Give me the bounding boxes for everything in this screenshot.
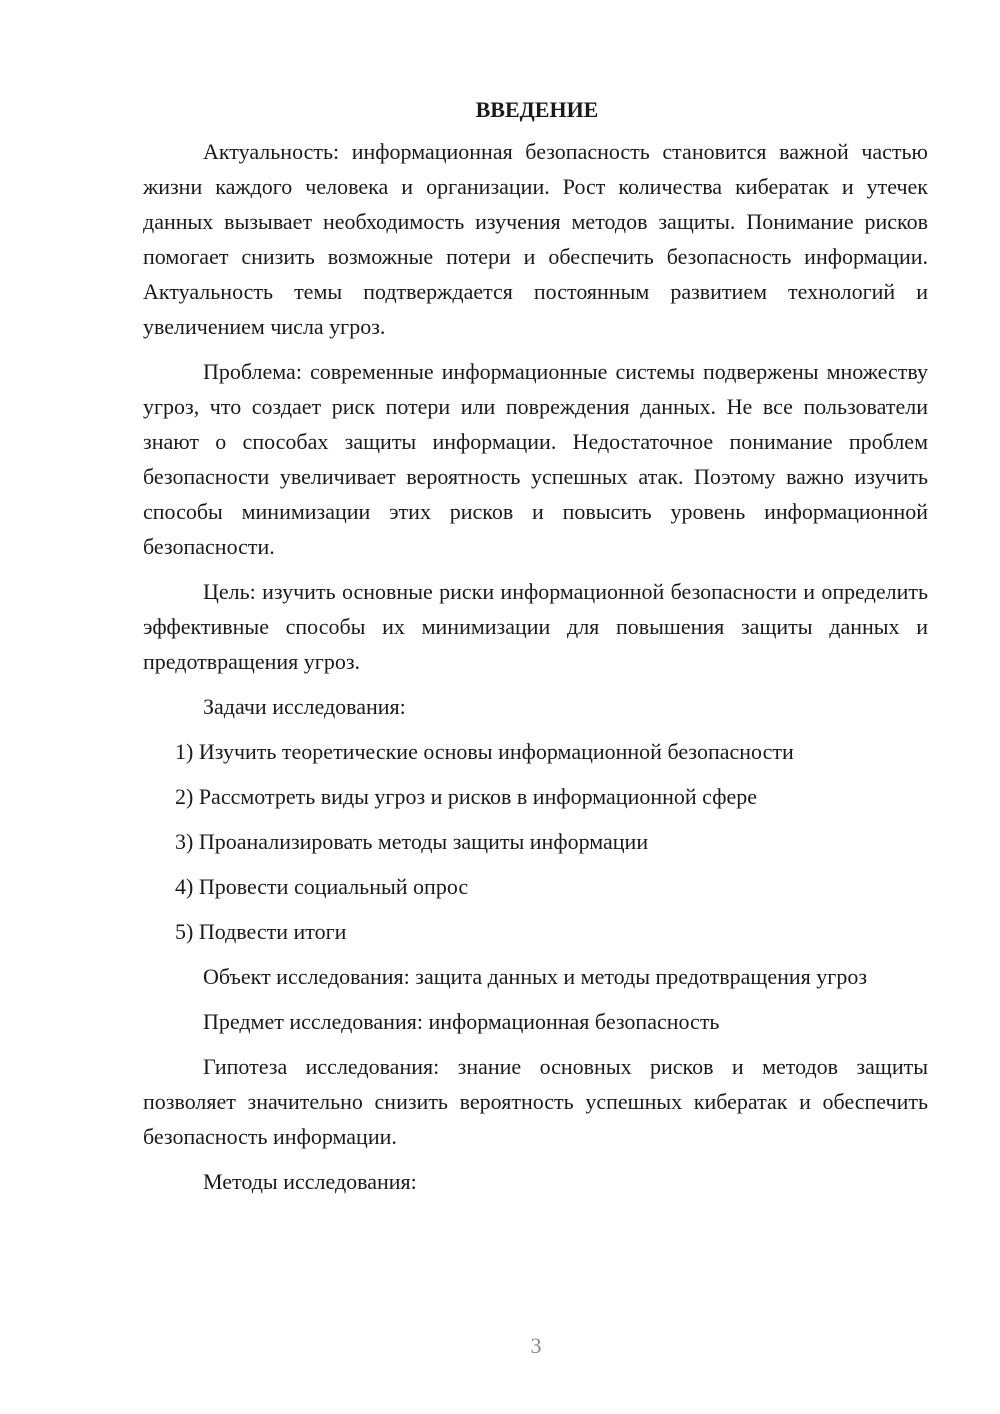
tasks-list (143, 734, 928, 949)
task-item: 2) Рассмотреть виды угроз и рисков в информационной сфере (175, 784, 757, 809)
relevance-paragraph: Актуальность: информационная безопасность становится важной частью жизни каждого человека и организации. Рост количества кибератак и утечек данных вызывает необходимость изучения методов защиты. Понимание рисков помогает снизить возможные потери и обеспечить безопасность информации. Актуальность темы подтверждается постоянным развитием технологий и увеличением числа угроз. (143, 139, 928, 339)
goal-paragraph: Цель: изучить основные риски информационной безопасности и определить эффективные способы их минимизации для повышения защиты данных и предотвращения угроз. (143, 579, 928, 674)
task-item: 4) Провести социальный опрос (175, 874, 469, 899)
subject-paragraph: Предмет исследования: информационная безопасность (203, 1009, 720, 1034)
page-number: 3 (530, 1333, 542, 1358)
task-item: 5) Подвести итоги (175, 919, 347, 944)
document-page (143, 92, 928, 1209)
methods-paragraph: Методы исследования: (203, 1169, 417, 1194)
task-item: 3) Проанализировать методы защиты информации (175, 829, 649, 854)
problem-paragraph: Проблема: современные информационные системы подвержены множеству угроз, что создает риск потери или повреждения данных. Не все пользователи знают о способах защиты информации. Недостаточное понимание проблем безопасности увеличивает вероятность успешных атак. Поэтому важно изучить способы минимизации этих рисков и повысить уровень информационной безопасности. (143, 359, 928, 559)
section-heading: ВВЕДЕНИЕ (475, 97, 599, 122)
object-paragraph: Объект исследования: защита данных и методы предотвращения угроз (203, 964, 868, 989)
task-item: 1) Изучить теоретические основы информационной безопасности (175, 739, 794, 764)
tasks-intro: Задачи исследования: (203, 694, 406, 719)
hypothesis-paragraph: Гипотеза исследования: знание основных рисков и методов защиты позволяет значительно снизить вероятность успешных кибератак и обеспечить безопасность информации. (143, 1054, 928, 1149)
